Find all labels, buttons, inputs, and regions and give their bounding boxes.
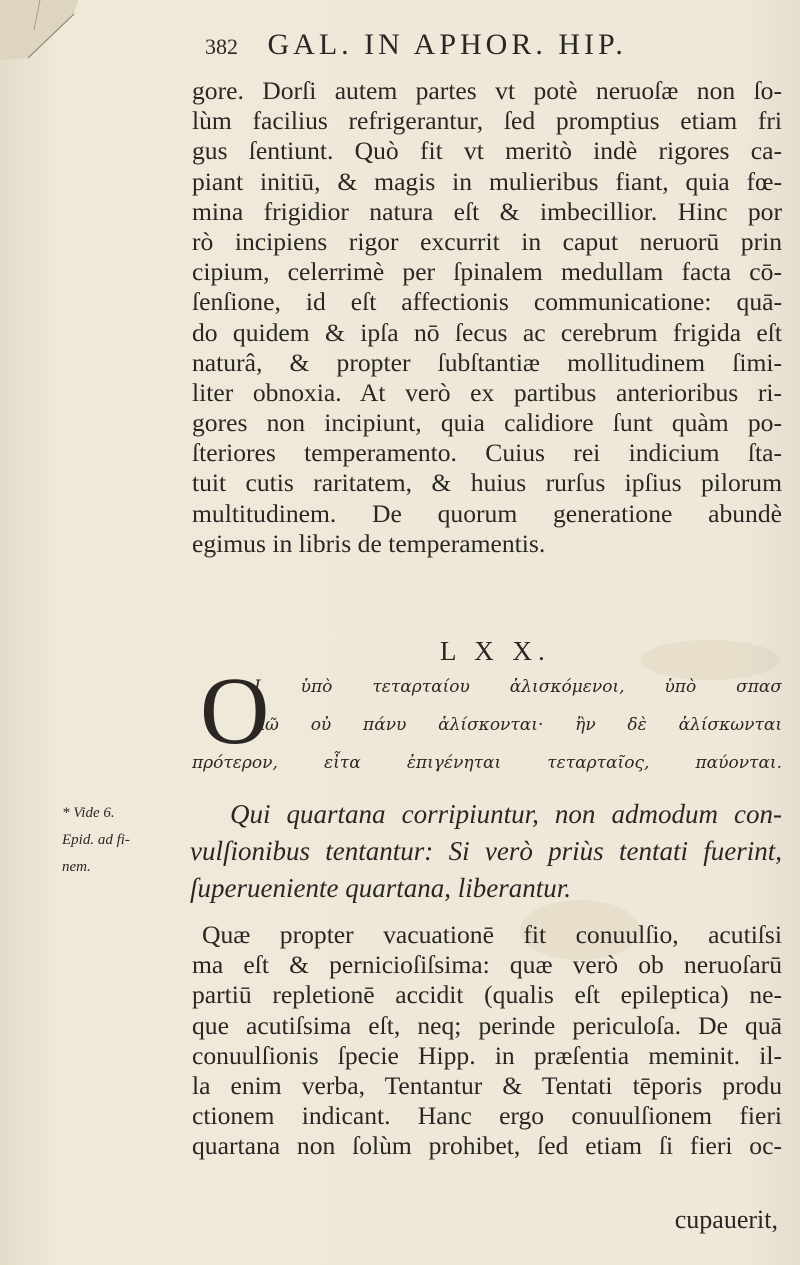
margin-note-line: nem. bbox=[62, 859, 91, 875]
translation-line: vulſionibus tentantur: Si verò priùs tentati fuerint, bbox=[190, 836, 782, 866]
text-line: partiū repletionē accidit (qualis eſt epileptica) ne- bbox=[192, 980, 782, 1010]
text-line: ma eſt & pernicioſiſsima: quæ verò ob neruoſarū bbox=[192, 950, 782, 980]
text-line: ſenſione, id eſt affectionis communicatione: quā- bbox=[192, 287, 782, 317]
latin-translation bbox=[190, 796, 782, 907]
page-number: 382 bbox=[205, 34, 238, 59]
margin-note-line: Epid. ad fi- bbox=[62, 832, 130, 848]
text-line: gores non incipiunt, quia calidiore ſunt quàm po- bbox=[192, 408, 782, 438]
text-line: liter obnoxia. At verò ex partibus anterioribus ri- bbox=[192, 377, 782, 407]
greek-aphorism bbox=[192, 657, 782, 782]
text-line: tuit cutis raritatem, & huius rurſus ipſius pilorum bbox=[192, 468, 782, 498]
aphorism-number: L X X. bbox=[440, 636, 551, 666]
text-line: rò incipiens rigor excurrit in caput neruorū prin bbox=[192, 226, 782, 256]
translation-line: ſuperueniente quartana, liberantur. bbox=[190, 873, 571, 903]
greek-line: μῶ οὐ πάνυ ἁλίσκονται· ἢν δὲ ἁλίσκωνται bbox=[254, 715, 782, 735]
text-line: egimus in libris de temperamentis. bbox=[192, 528, 546, 558]
margin-note-line: * Vide 6. bbox=[62, 805, 115, 821]
commentary-bottom bbox=[192, 920, 782, 1162]
text-line: multitudinem. De quorum generatione abundè bbox=[192, 498, 782, 528]
text-line: la enim verba, Tentantur & Tentati tēporis produ bbox=[192, 1070, 782, 1100]
text-line: gore. Dorſi autem partes vt potè neruoſæ non ſo- bbox=[192, 76, 782, 105]
text-line: conuulſionis ſpecie Hipp. in præſentia meminit. il- bbox=[192, 1040, 782, 1070]
commentary-top bbox=[192, 76, 782, 559]
greek-line: πρότερον, εἶτα ἐπιγένηται τεταρταῖος, παύονται. bbox=[192, 753, 782, 773]
catchword: cupauerit, bbox=[674, 1205, 778, 1234]
text-line: Quæ propter vacuationē fit conuulſio, acutiſsi bbox=[202, 920, 782, 949]
text-line: do quidem & ipſa nō ſecus ac cerebrum frigida eſt bbox=[192, 317, 782, 347]
greek-line: Ι ὑπὸ τεταρταίου ἁλισκόμενοι, ὑπὸ σπασ bbox=[254, 677, 782, 697]
page-corner-fold bbox=[0, 0, 80, 60]
running-title: GAL. IN APHOR. HIP. bbox=[267, 28, 627, 61]
text-line: ctionem indicant. Hanc ergo conuulſionem fieri bbox=[192, 1101, 782, 1131]
text-line: lùm facilius refrigerantur, ſed promptius etiam fri bbox=[192, 106, 782, 136]
text-line: cipium, celerrimè per ſpinalem medullam facta cō- bbox=[192, 257, 782, 287]
translation-line: Qui quartana corripiuntur, non admodum con- bbox=[230, 799, 782, 829]
text-line: que acutiſsima eſt, neq; perinde periculoſa. De quā bbox=[192, 1010, 782, 1040]
drop-cap: O bbox=[200, 657, 270, 764]
text-line: ſteriores temperamento. Cuius rei indicium ſta- bbox=[192, 438, 782, 468]
margin-note bbox=[62, 800, 182, 881]
text-line: gus ſentiunt. Quò fit vt meritò indè rigores ca- bbox=[192, 136, 782, 166]
text-line: naturâ, & propter ſubſtantiæ mollitudinem ſimi- bbox=[192, 347, 782, 377]
text-line: quartana non ſolùm prohibet, ſed etiam ſi fieri oc- bbox=[192, 1131, 782, 1161]
text-line: mina frigidior natura eſt & imbecillior. Hinc por bbox=[192, 196, 782, 226]
running-header bbox=[205, 28, 760, 72]
text-line: piant initiū, & magis in mulieribus fiant, quia fœ- bbox=[192, 166, 782, 196]
